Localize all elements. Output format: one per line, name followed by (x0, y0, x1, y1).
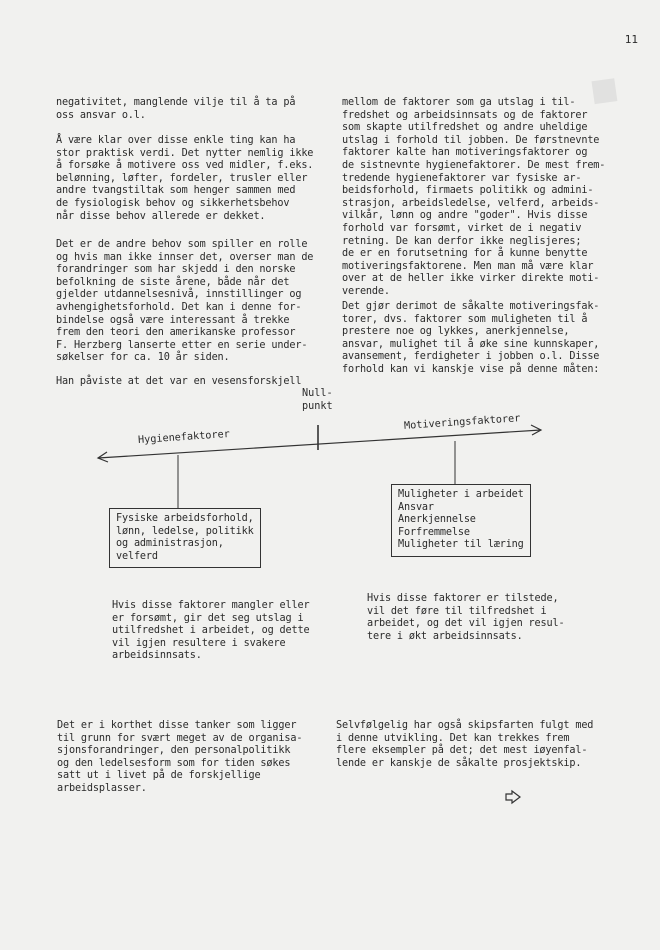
null-point-label: Null- punkt (302, 388, 333, 412)
col2-paragraph-2: Det gjør derimot de såkalte motiveringsfak- torer, dvs. faktorer som muligheten til å prestere noe og lykkes, anerkjennelse, ansvar, mulighet til å øke sine kunnskaper, avansement, ferdigheter i jobben o.l. Disse forhold kan vi kanskje vise på denne måten: (342, 301, 600, 375)
bottom-left-paragraph: Det er i korthet disse tanker som ligger til grunn for svært meget av de organisa- sjonsforandringer, den personalpolitikk og den ledelsesform som for tiden søkes satt ut i livet på de forskjellige arbeidsplasser. (57, 720, 303, 794)
bleed-through-shadow: ■ (587, 70, 621, 109)
col1-paragraph-1: negativitet, manglende vilje til å ta på oss ansvar o.l. (56, 97, 296, 121)
motivation-factors-box: Muligheter i arbeidet Ansvar Anerkjennelse Forfremmelse Muligheter til læring (391, 484, 531, 557)
motivation-factors-label: Motiveringsfaktorer (403, 413, 521, 432)
col2-paragraph-1: mellom de faktorer som ga utslag i til- fredshet og arbeidsinnsats og de faktorer som skapte utilfredshet og andre uheldige utslag i forhold til jobben. De førstnevnte faktorer kalte han motiveringsfaktorer og de sistnevnte hygienefaktorer. De mest frem- tredende hygienefaktorer var fysiske ar- beidsforhold, firmaets politikk og admini- strasjon, arbeidsledelse, velferd, arbeids- vilkår, lønn og andre "goder". Hvis disse forhold var forsømt, virket de i negativ retning. De kan derfor ikke neglisjeres; de er en forutsetning for å kunne benytte motiveringsfaktorene. Men man må være klar over at de heller ikke virker direkte moti- verende. (342, 97, 606, 297)
hygiene-note: Hvis disse faktorer mangler eller er forsømt, gir det seg utslag i utilfredshet i arbeidet, og dette vil igjen resultere i svakere arbeidsinnsats. (112, 600, 310, 662)
motivation-note: Hvis disse faktorer er tilstede, vil det føre til tilfredshet i arbeidet, og det vil igjen resul- tere i økt arbeidsinnsats. (367, 593, 565, 642)
bottom-right-paragraph: Selvfølgelig har også skipsfarten fulgt med i denne utvikling. Det kan trekkes frem flere eksempler på det; det mest iøyenfal- lende er kanskje de såkalte prosjektskip. (336, 720, 594, 769)
hygiene-factors-box: Fysiske arbeidsforhold, lønn, ledelse, politikk og administrasjon, velferd (109, 508, 261, 568)
col1-paragraph-2: Å være klar over disse enkle ting kan ha stor praktisk verdi. Det nytter nemlig ikke å forsøke å motivere oss ved midler, f.eks. belønning, løfter, fordeler, trusler eller andre tvangstiltak som henger sammen med de fysiologisk behov og sikkerhetsbehov når disse behov allerede er dekket. (56, 135, 314, 222)
col1-paragraph-3: Det er de andre behov som spiller en rolle og hvis man ikke innser det, overser man de forandringer som har skjedd i den norske befolkning de siste årene, både når det gjelder utdannelsesnivå, innstillinger og avhengighetsforhold. Det kan i denne for- bindelse også være interessant å trekke frem den teori den amerikanske professor F. Herzberg lanserte etter en serie under- søkelser for ca. 10 år siden. (56, 239, 314, 364)
hygiene-factors-label: Hygienefaktorer (137, 428, 231, 447)
col1-paragraph-4: Han påviste at det var en vesensforskjell (56, 376, 302, 387)
page-number: 11 (624, 33, 638, 46)
